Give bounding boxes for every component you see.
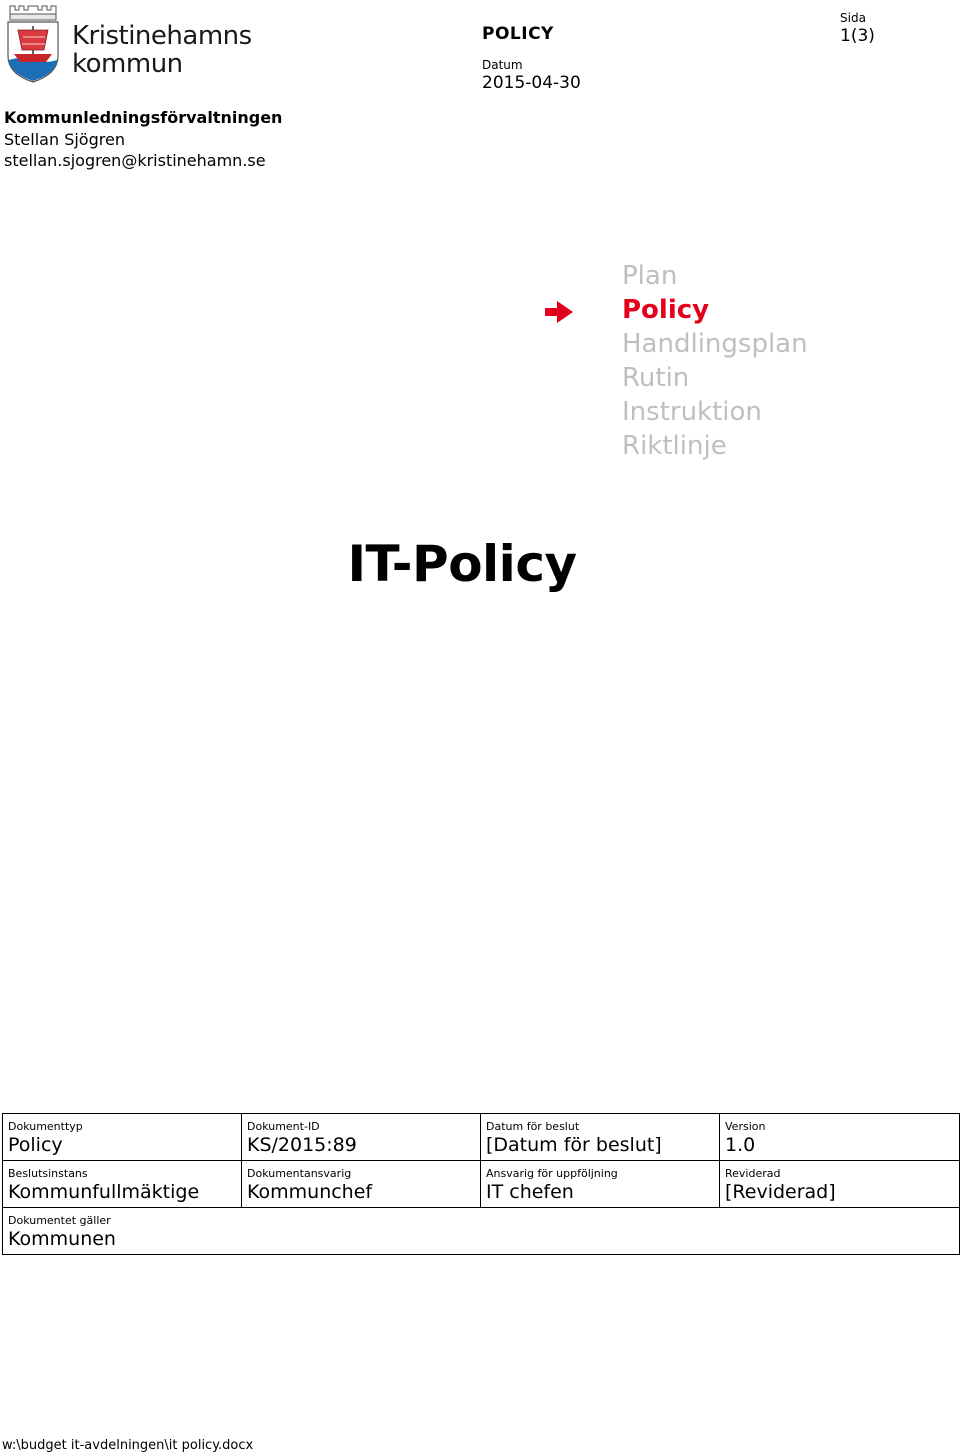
doc-id-label: Dokument-ID: [247, 1120, 320, 1133]
document-type-policy: Policy: [622, 295, 710, 325]
followup-cell: [481, 1161, 720, 1208]
owner-value: Kommunchef: [247, 1181, 373, 1203]
organization-name-line1: Kristinehamns: [72, 21, 252, 51]
date-value: 2015-04-30: [482, 73, 581, 93]
document-type-rutin: Rutin: [622, 363, 690, 393]
decision-date-cell: [481, 1114, 720, 1161]
decision-date-value: [Datum för beslut]: [486, 1134, 662, 1156]
document-type-list: [622, 259, 808, 463]
scope-cell: [3, 1208, 960, 1255]
arrow-right-icon: [543, 299, 575, 325]
decision-date-label: Datum för beslut: [486, 1120, 580, 1133]
followup-label: Ansvarig för uppföljning: [486, 1167, 618, 1180]
doc-type-value: Policy: [8, 1134, 63, 1156]
version-value: 1.0: [725, 1134, 756, 1156]
authority-value: Kommunfullmäktige: [8, 1181, 200, 1203]
organization-name-line2: kommun: [72, 49, 183, 79]
doc-id-cell: [242, 1114, 481, 1161]
authority-label: Beslutsinstans: [8, 1167, 88, 1180]
revised-label: Reviderad: [725, 1167, 781, 1180]
document-type-handlingsplan: Handlingsplan: [622, 329, 808, 359]
document-type-instruktion: Instruktion: [622, 397, 762, 427]
document-kind-heading: POLICY: [482, 24, 554, 44]
doc-id-value: KS/2015:89: [247, 1134, 357, 1156]
version-label: Version: [725, 1120, 766, 1133]
table-row: [3, 1208, 960, 1255]
document-title: IT-Policy: [347, 535, 577, 593]
table-row: [3, 1161, 960, 1208]
sender-department: Kommunledningsförvaltningen: [4, 108, 283, 127]
owner-label: Dokumentansvarig: [247, 1167, 352, 1180]
document-type-riktlinje: Riktlinje: [622, 431, 727, 461]
revised-cell: [720, 1161, 960, 1208]
date-label: Datum: [482, 58, 523, 72]
document-metadata-table: [2, 1113, 960, 1255]
revised-value: [Reviderad]: [725, 1181, 836, 1203]
document-type-plan: Plan: [622, 261, 678, 291]
sender-email: stellan.sjogren@kristinehamn.se: [4, 151, 266, 170]
table-row: [3, 1114, 960, 1161]
page-label: Sida: [840, 11, 866, 25]
authority-cell: [3, 1161, 242, 1208]
page-number: 1(3): [840, 26, 875, 46]
coat-of-arms-icon: [4, 4, 62, 84]
doc-type-label: Dokumenttyp: [8, 1120, 83, 1133]
footer-file-path: w:\budget it-avdelningen\it policy.docx: [2, 1438, 254, 1453]
owner-cell: [242, 1161, 481, 1208]
followup-value: IT chefen: [486, 1181, 574, 1203]
sender-name: Stellan Sjögren: [4, 130, 125, 149]
scope-label: Dokumentet gäller: [8, 1214, 111, 1227]
version-cell: [720, 1114, 960, 1161]
organization-name: [72, 22, 252, 78]
doc-type-cell: [3, 1114, 242, 1161]
scope-value: Kommunen: [8, 1228, 116, 1250]
